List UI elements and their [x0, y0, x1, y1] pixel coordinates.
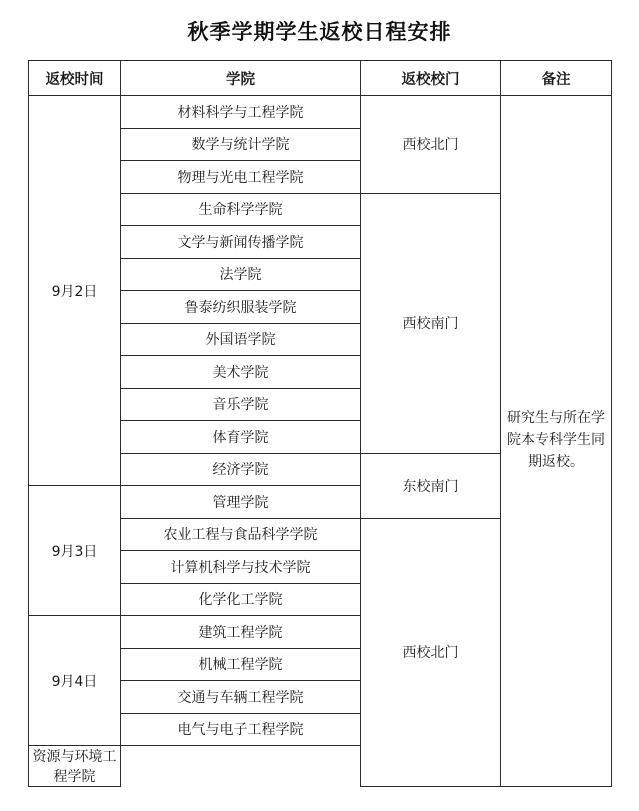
college-cell: 物理与光电工程学院 — [121, 161, 361, 194]
college-cell: 材料科学与工程学院 — [121, 96, 361, 129]
date-cell: 9月2日 — [29, 96, 121, 486]
college-cell: 资源与环境工程学院 — [29, 746, 121, 787]
page-title: 秋季学期学生返校日程安排 — [187, 20, 452, 44]
gate-cell: 东校南门 — [361, 453, 501, 518]
college-cell: 外国语学院 — [121, 323, 361, 356]
column-header-note: 备注 — [501, 61, 612, 96]
college-cell: 管理学院 — [121, 486, 361, 519]
date-cell: 9月4日 — [29, 616, 121, 746]
college-cell: 生命科学学院 — [121, 193, 361, 226]
college-cell: 文学与新闻传播学院 — [121, 226, 361, 259]
gate-cell: 西校北门 — [361, 518, 501, 787]
college-cell: 音乐学院 — [121, 388, 361, 421]
schedule-table — [28, 60, 612, 787]
college-cell: 计算机科学与技术学院 — [121, 551, 361, 584]
college-cell: 美术学院 — [121, 356, 361, 389]
college-cell: 电气与电子工程学院 — [121, 713, 361, 746]
college-cell: 农业工程与食品科学学院 — [121, 518, 361, 551]
date-cell: 9月3日 — [29, 486, 121, 616]
column-header-date: 返校时间 — [29, 61, 121, 96]
college-cell: 体育学院 — [121, 421, 361, 454]
college-cell: 交通与车辆工程学院 — [121, 681, 361, 714]
gate-cell: 西校南门 — [361, 193, 501, 453]
column-header-gate: 返校校门 — [361, 61, 501, 96]
table-body — [29, 96, 612, 787]
college-cell: 机械工程学院 — [121, 648, 361, 681]
column-header-college: 学院 — [121, 61, 361, 96]
table-header — [29, 61, 612, 96]
table-row — [29, 96, 612, 129]
note-cell: 研究生与所在学院本专科学生同期返校。 — [501, 96, 612, 787]
college-cell: 数学与统计学院 — [121, 128, 361, 161]
college-cell: 经济学院 — [121, 453, 361, 486]
schedule-table-container — [0, 60, 639, 787]
gate-cell: 西校北门 — [361, 96, 501, 194]
college-cell: 法学院 — [121, 258, 361, 291]
table-header-row — [29, 61, 612, 96]
college-cell: 建筑工程学院 — [121, 616, 361, 649]
college-cell: 化学化工学院 — [121, 583, 361, 616]
college-cell: 鲁泰纺织服装学院 — [121, 291, 361, 324]
